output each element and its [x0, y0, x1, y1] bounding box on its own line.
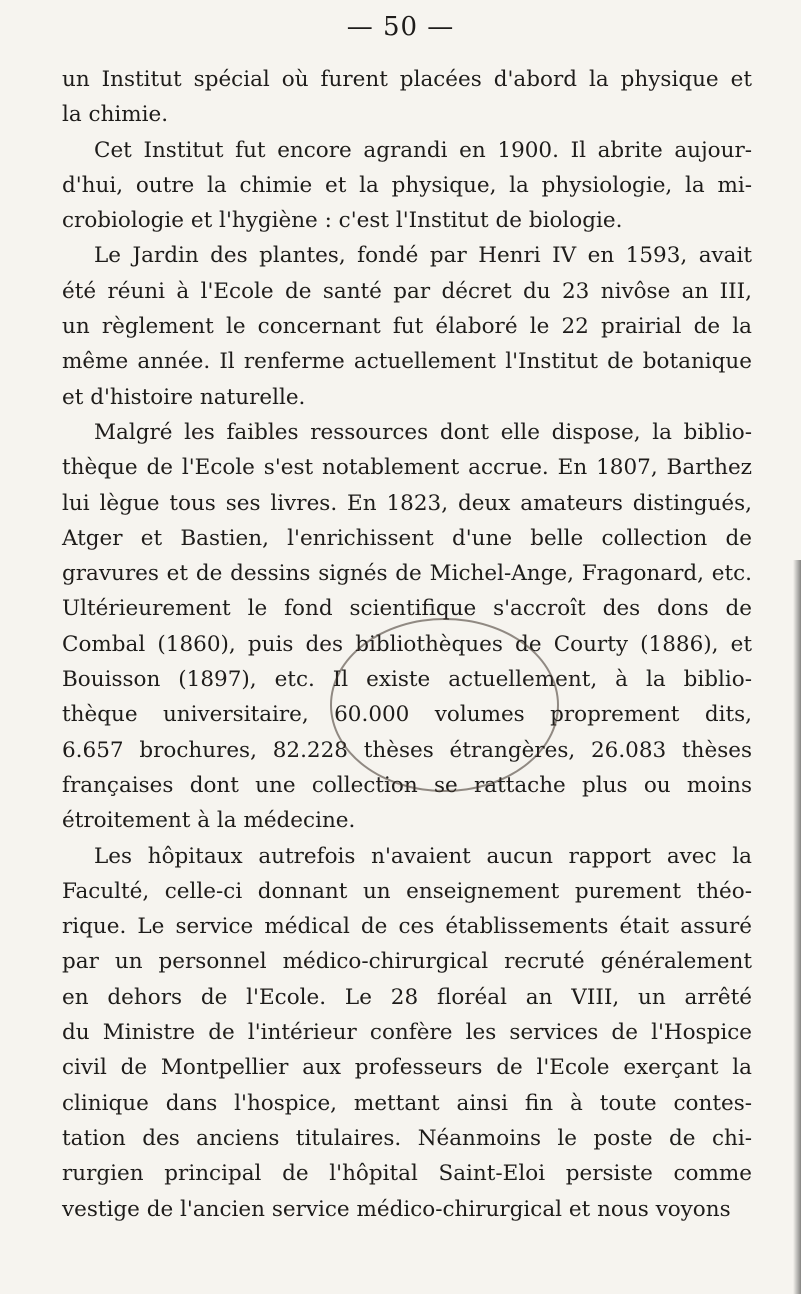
text-line: rique. Le service médical de ces établissements était assuré: [62, 914, 752, 940]
text-line: du Ministre de l'intérieur confère les services de l'Hospice: [62, 1020, 752, 1046]
text-line: Bouisson (1897), etc. Il existe actuellement, à la biblio-: [62, 667, 752, 693]
text-line: la chimie.: [62, 102, 169, 128]
text-line: clinique dans l'hospice, mettant ainsi fin à toute contes-: [62, 1090, 752, 1116]
page-number: — 50 —: [346, 12, 455, 42]
text-line: rurgien principal de l'hôpital Saint-Eloi persiste comme: [62, 1161, 752, 1187]
text-line: Le Jardin des plantes, fondé par Henri IV en 1593, avait: [94, 243, 752, 269]
text-line: Faculté, celle-ci donnant un enseignement purement théo-: [62, 878, 752, 904]
text-line: 6.657 brochures, 82.228 thèses étrangères, 26.083 thèses: [62, 737, 752, 763]
text-line: même année. Il renferme actuellement l'Institut de botanique: [62, 349, 752, 375]
text-line: d'hui, outre la chimie et la physique, la physiologie, la mi-: [62, 172, 752, 198]
text-line: étroitement à la médecine.: [62, 808, 356, 834]
text-line: tation des anciens titulaires. Néanmoins le poste de chi-: [62, 1125, 752, 1151]
text-line: par un personnel médico-chirurgical recruté généralement: [62, 949, 752, 975]
text-line: été réuni à l'Ecole de santé par décret du 23 nivôse an III,: [62, 278, 752, 304]
text-line: Malgré les faibles ressources dont elle dispose, la biblio-: [94, 419, 752, 445]
text-line: en dehors de l'Ecole. Le 28 floréal an VIII, un arrêté: [62, 984, 752, 1010]
text-line: un règlement le concernant fut élaboré le 22 prairial de la: [62, 314, 752, 340]
text-line: un Institut spécial où furent placées d'abord la physique et: [62, 67, 752, 92]
text-line: civil de Montpellier aux professeurs de l'Ecole exerçant la: [62, 1055, 752, 1081]
text-line: Cet Institut fut encore agrandi en 1900. Il abrite aujour-: [94, 137, 752, 163]
body-text: [62, 62, 752, 1227]
page-edge-shadow: [793, 560, 801, 1294]
text-line: thèque universitaire, 60.000 volumes proprement dits,: [62, 702, 752, 728]
text-line: gravures et de dessins signés de Michel-Ange, Fragonard, etc.: [62, 561, 752, 587]
text-line: lui lègue tous ses livres. En 1823, deux amateurs distingués,: [62, 490, 752, 516]
text-line: Ultérieurement le fond scientifique s'accroît des dons de: [62, 596, 752, 622]
text-line: Combal (1860), puis des bibliothèques de Courty (1886), et: [62, 631, 752, 657]
text-line: françaises dont une collection se rattache plus ou moins: [62, 772, 752, 798]
text-line: crobiologie et l'hygiène : c'est l'Institut de biologie.: [62, 208, 623, 234]
text-line: vestige de l'ancien service médico-chirurgical et nous voyons: [62, 1196, 731, 1222]
text-line: thèque de l'Ecole s'est notablement accrue. En 1807, Barthez: [62, 455, 752, 481]
text-line: et d'histoire naturelle.: [62, 384, 306, 410]
text-line: Atger et Bastien, l'enrichissent d'une belle collection de: [62, 525, 752, 551]
text-line: Les hôpitaux autrefois n'avaient aucun rapport avec la: [94, 843, 752, 869]
